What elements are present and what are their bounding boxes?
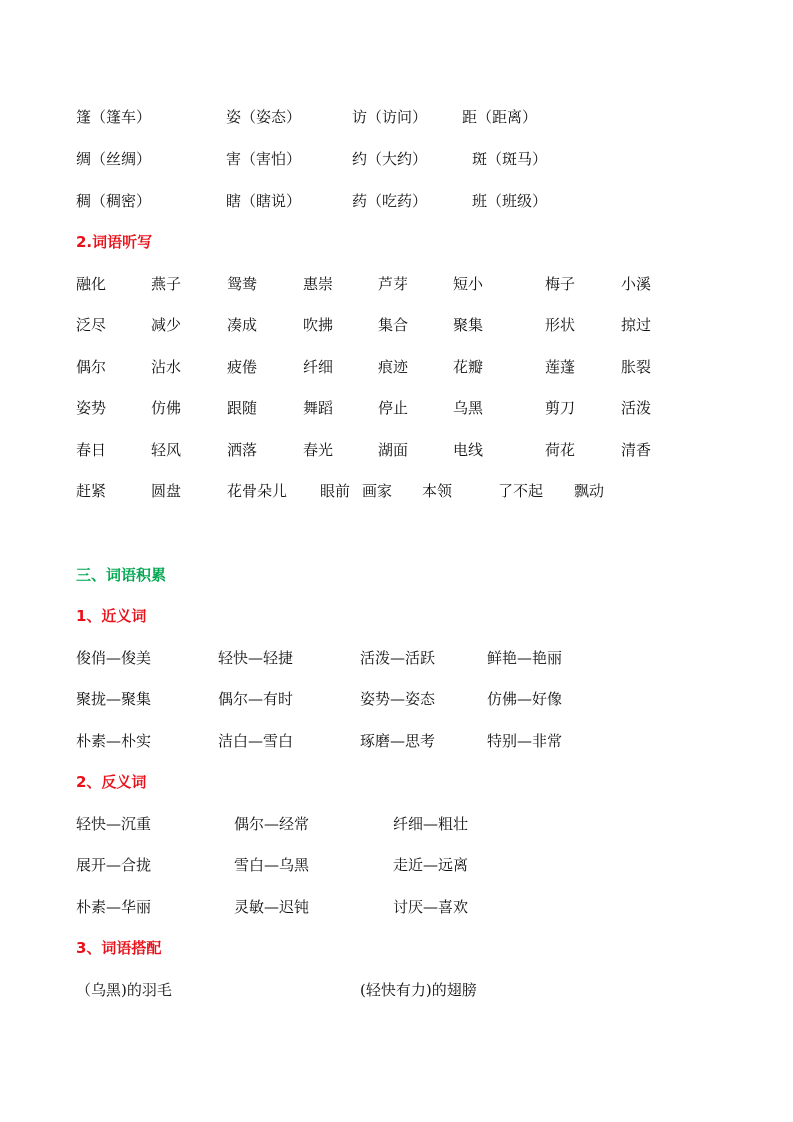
dictation-word: 形状 [545, 316, 576, 334]
synonym-pair: 聚拢—聚集 [76, 690, 152, 708]
synonym-pair: 洁白—雪白 [218, 732, 294, 750]
synonym-pair: 活泼—活跃 [360, 649, 436, 667]
char-item: 班（班级） [472, 192, 548, 210]
dictation-word: 活泼 [621, 399, 652, 417]
char-item: 绸（丝绸） [76, 150, 152, 168]
char-item: 稠（稠密） [76, 192, 152, 210]
collocation-heading: 3、词语搭配 [76, 939, 162, 957]
dictation-word: 梅子 [545, 275, 576, 293]
dictation-word: 乌黑 [453, 399, 484, 417]
char-item: 药（吃药） [352, 192, 428, 210]
synonym-pair: 特别—非常 [487, 732, 563, 750]
dictation-word: 舞蹈 [303, 399, 334, 417]
dictation-row-6 [0, 478, 793, 504]
dictation-word: 荷花 [545, 441, 576, 459]
char-item: 访（访问） [352, 108, 428, 126]
dictation-word: 吹拂 [303, 316, 334, 334]
antonym-pair: 偶尔—经常 [234, 815, 310, 833]
dictation-row-4 [0, 395, 793, 421]
dictation-word: 花骨朵儿 [227, 482, 288, 500]
dictation-row-2 [0, 312, 793, 338]
synonym-pair: 朴素—朴实 [76, 732, 152, 750]
antonym-pair: 轻快—沉重 [76, 815, 152, 833]
dictation-word: 轻风 [151, 441, 182, 459]
char-row-3 [0, 188, 793, 214]
antonym-pair: 朴素—华丽 [76, 898, 152, 916]
dictation-word: 疲倦 [227, 358, 258, 376]
dictation-word: 聚集 [453, 316, 484, 334]
char-item: 害（害怕） [226, 150, 302, 168]
dictation-word: 莲蓬 [545, 358, 576, 376]
antonym-pair: 讨厌—喜欢 [393, 898, 469, 916]
dictation-word: 纤细 [303, 358, 334, 376]
dictation-word: 湖面 [378, 441, 409, 459]
antonym-pair: 雪白—乌黑 [234, 856, 310, 874]
synonym-row-1 [0, 645, 793, 671]
char-item: 距（距离） [462, 108, 538, 126]
antonym-row-3 [0, 894, 793, 920]
collocation-item: (轻快有力)的翅膀 [360, 981, 477, 999]
antonym-pair: 灵敏—迟钝 [234, 898, 310, 916]
synonym-pair: 鲜艳—艳丽 [487, 649, 563, 667]
synonym-pair: 姿势—姿态 [360, 690, 436, 708]
antonym-pair: 走近—远离 [393, 856, 469, 874]
dictation-word: 眼前 [320, 482, 351, 500]
dictation-word: 小溪 [621, 275, 652, 293]
dictation-word: 燕子 [151, 275, 182, 293]
char-item: 篷（篷车） [76, 108, 152, 126]
dictation-row-5 [0, 437, 793, 463]
dictation-word: 春光 [303, 441, 334, 459]
char-row-1 [0, 104, 793, 130]
dictation-word: 圆盘 [151, 482, 182, 500]
dictation-word: 惠崇 [303, 275, 334, 293]
dictation-word: 跟随 [227, 399, 258, 417]
dictation-word: 沾水 [151, 358, 182, 376]
collocation-item: （乌黑)的羽毛 [76, 981, 172, 999]
synonym-pair: 仿佛—好像 [487, 690, 563, 708]
synonym-pair: 琢磨—思考 [360, 732, 436, 750]
dictation-word: 飘动 [574, 482, 605, 500]
dictation-word: 掠过 [621, 316, 652, 334]
char-item: 斑（斑马） [472, 150, 548, 168]
synonym-pair: 俊俏—俊美 [76, 649, 152, 667]
dictation-word: 仿佛 [151, 399, 182, 417]
dictation-word: 胀裂 [621, 358, 652, 376]
dictation-word: 春日 [76, 441, 107, 459]
dictation-word: 剪刀 [545, 399, 576, 417]
char-item: 约（大约） [352, 150, 428, 168]
dictation-word: 停止 [378, 399, 409, 417]
dictation-row-3 [0, 354, 793, 380]
synonyms-heading: 1、近义词 [76, 607, 147, 625]
dictation-word: 凑成 [227, 316, 258, 334]
synonym-pair: 偶尔—有时 [218, 690, 294, 708]
synonym-row-3 [0, 728, 793, 754]
dictation-word: 偶尔 [76, 358, 107, 376]
antonym-row-2 [0, 852, 793, 878]
dictation-word: 鸳鸯 [227, 275, 258, 293]
dictation-word: 赶紧 [76, 482, 107, 500]
dictation-row-1 [0, 271, 793, 297]
synonym-row-2 [0, 686, 793, 712]
dictation-word: 泛尽 [76, 316, 107, 334]
dictation-word: 花瓣 [453, 358, 484, 376]
dictation-word: 本领 [422, 482, 453, 500]
antonym-pair: 展开—合拢 [76, 856, 152, 874]
antonym-row-1 [0, 811, 793, 837]
antonyms-heading: 2、反义词 [76, 773, 147, 791]
dictation-word: 痕迹 [378, 358, 409, 376]
dictation-heading: 2.词语听写 [76, 233, 153, 251]
collocation-row [0, 977, 793, 1003]
accumulation-heading: 三、词语积累 [76, 566, 167, 584]
dictation-word: 洒落 [227, 441, 258, 459]
dictation-word: 画家 [362, 482, 393, 500]
dictation-word: 融化 [76, 275, 107, 293]
antonym-pair: 纤细—粗壮 [393, 815, 469, 833]
dictation-word: 电线 [453, 441, 484, 459]
dictation-word: 减少 [151, 316, 182, 334]
dictation-word: 集合 [378, 316, 409, 334]
dictation-word: 姿势 [76, 399, 107, 417]
char-item: 瞎（瞎说） [226, 192, 302, 210]
dictation-word: 短小 [453, 275, 484, 293]
dictation-word: 芦芽 [378, 275, 409, 293]
char-row-2 [0, 146, 793, 172]
char-item: 姿（姿态） [226, 108, 302, 126]
synonym-pair: 轻快—轻捷 [218, 649, 294, 667]
dictation-word: 清香 [621, 441, 652, 459]
dictation-word: 了不起 [498, 482, 544, 500]
